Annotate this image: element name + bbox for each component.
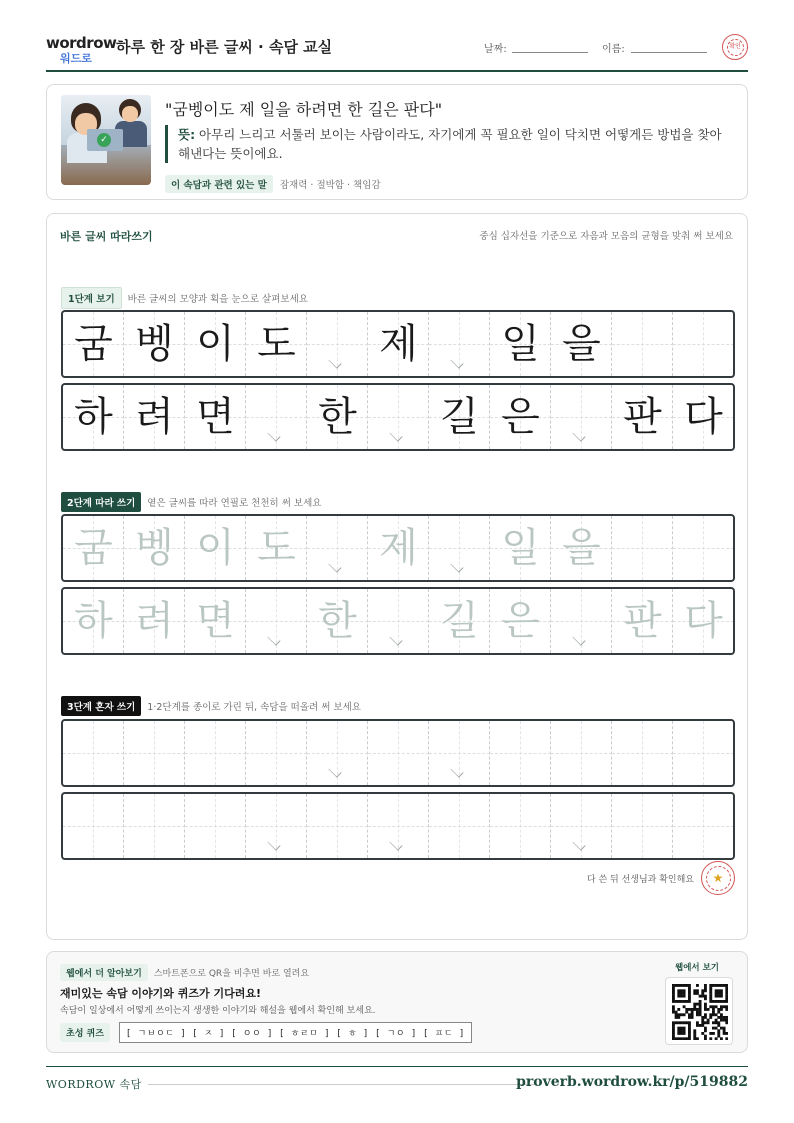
grid-cell[interactable] (307, 516, 368, 580)
date-label: 날짜: (484, 44, 507, 55)
footer-divider (46, 1066, 748, 1067)
confirm-seal-icon (722, 34, 748, 60)
grid-character: 하 (74, 394, 113, 440)
grid-character: 도 (257, 525, 296, 571)
grid-cell[interactable] (429, 794, 490, 858)
web-headline: 재미있는 속담 이야기와 퀴즈가 기다려요! (60, 987, 261, 1000)
grid-cell (185, 385, 246, 449)
grid-character: 다 (684, 394, 723, 440)
step-2-row-1[interactable] (61, 514, 735, 582)
grid-character: 이 (196, 321, 235, 367)
step-3-text: 1·2단계를 종이로 가린 뒤, 속담을 떠올려 써 보세요 (147, 702, 361, 713)
web-badge-row (60, 964, 309, 981)
grid-character: 굼 (74, 525, 113, 571)
proverb-illustration (61, 95, 151, 185)
grid-character: 은 (501, 394, 540, 440)
meaning-label: 뜻: (178, 127, 196, 142)
grid-cell[interactable] (63, 589, 124, 653)
grid-cell (490, 312, 551, 376)
space-mark-icon (450, 355, 463, 368)
grid-cell[interactable] (246, 516, 307, 580)
name-field[interactable] (631, 52, 707, 53)
star-seal-icon: ★ (701, 861, 735, 895)
grid-cell[interactable] (63, 794, 124, 858)
footer-url-link[interactable]: proverb.wordrow.kr/p/519882 (516, 1074, 748, 1090)
space-mark-icon (267, 837, 280, 850)
web-badge-note: 스마트폰으로 QR을 비추면 바로 열려요 (153, 969, 310, 979)
grid-cell[interactable] (429, 589, 490, 653)
grid-cell[interactable] (185, 721, 246, 785)
space-mark-icon (389, 428, 402, 441)
proverb-meaning (165, 125, 735, 163)
grid-cell[interactable] (612, 516, 673, 580)
grid-character: 을 (562, 321, 601, 367)
grid-character: 굼 (74, 321, 113, 367)
grid-cell[interactable] (612, 589, 673, 653)
grid-cell[interactable] (673, 794, 734, 858)
grid-cell[interactable] (368, 516, 429, 580)
related-words (165, 175, 381, 193)
grid-cell[interactable] (551, 589, 612, 653)
grid-cell (63, 312, 124, 376)
grid-cell (551, 312, 612, 376)
step-1-row-2 (61, 383, 735, 451)
grid-character: 제 (379, 321, 418, 367)
grid-cell[interactable] (429, 516, 490, 580)
grid-cell[interactable] (124, 721, 185, 785)
grid-cell[interactable] (246, 721, 307, 785)
practice-hint: 중심 십자선을 기준으로 자음과 모음의 균형을 맞춰 써 보세요 (479, 231, 733, 242)
space-mark-icon (267, 632, 280, 645)
grid-cell[interactable] (63, 721, 124, 785)
grid-cell (429, 312, 490, 376)
grid-character: 일 (501, 321, 540, 367)
page-header (46, 30, 748, 72)
step-2-header (61, 492, 321, 512)
grid-cell (246, 385, 307, 449)
grid-cell (612, 385, 673, 449)
proverb-card (46, 84, 748, 200)
grid-character: 일 (501, 525, 540, 571)
grid-cell[interactable] (612, 794, 673, 858)
grid-character: 판 (623, 394, 662, 440)
grid-character: 한 (318, 394, 357, 440)
grid-cell[interactable] (185, 794, 246, 858)
grid-character: 려 (135, 598, 174, 644)
grid-cell[interactable] (185, 589, 246, 653)
grid-cell (368, 312, 429, 376)
space-mark-icon (572, 428, 585, 441)
grid-character: 다 (684, 598, 723, 644)
space-mark-icon (572, 837, 585, 850)
grid-character: 을 (562, 525, 601, 571)
space-mark-icon (328, 355, 341, 368)
grid-cell (246, 312, 307, 376)
grid-cell[interactable] (551, 721, 612, 785)
grid-cell (124, 385, 185, 449)
footer-rule (148, 1084, 538, 1085)
footer-brand: WORDROW 속담 (46, 1078, 142, 1091)
step-1-badge: 1단계 보기 (61, 287, 122, 309)
logo-text: wordrow (46, 34, 117, 52)
grid-character: 길 (440, 394, 479, 440)
space-mark-icon (328, 764, 341, 777)
space-mark-icon (572, 632, 585, 645)
grid-cell[interactable] (246, 589, 307, 653)
grid-cell[interactable] (185, 516, 246, 580)
grid-character: 벵 (135, 321, 174, 367)
grid-character: 제 (379, 525, 418, 571)
grid-cell[interactable] (124, 516, 185, 580)
grid-cell (429, 385, 490, 449)
grid-cell[interactable] (490, 794, 551, 858)
space-mark-icon (450, 764, 463, 777)
space-mark-icon (389, 632, 402, 645)
grid-character: 판 (623, 598, 662, 644)
quiz-label: 초성 퀴즈 (60, 1023, 110, 1042)
grid-cell (307, 312, 368, 376)
grid-cell[interactable] (246, 794, 307, 858)
related-label: 이 속담과 관련 있는 말 (165, 175, 273, 193)
date-field[interactable] (512, 52, 588, 53)
web-card (46, 951, 748, 1053)
practice-title: 바른 글씨 따라쓰기 (60, 230, 153, 243)
grid-cell[interactable] (368, 589, 429, 653)
proverb-title: "굼벵이도 제 일을 하려면 한 길은 판다" (165, 100, 443, 119)
space-mark-icon (328, 559, 341, 572)
grid-cell[interactable] (63, 516, 124, 580)
grid-cell (673, 312, 734, 376)
qr-code-icon[interactable] (665, 977, 733, 1045)
space-mark-icon (267, 428, 280, 441)
grid-cell[interactable] (551, 794, 612, 858)
grid-cell[interactable] (490, 721, 551, 785)
grid-cell[interactable] (673, 589, 734, 653)
grid-cell[interactable] (124, 589, 185, 653)
step-2-row-2[interactable] (61, 587, 735, 655)
logo-sub-text: 워드로 (60, 52, 92, 65)
grid-cell[interactable] (307, 589, 368, 653)
grid-cell (673, 385, 734, 449)
space-mark-icon (450, 559, 463, 572)
grid-cell (612, 312, 673, 376)
confirm-text: 다 쓴 뒤 선생님과 확인해요 (586, 875, 694, 885)
grid-character: 이 (196, 525, 235, 571)
step-1-header (61, 287, 308, 309)
grid-cell (124, 312, 185, 376)
step-3-row-1[interactable] (61, 719, 735, 787)
grid-character: 도 (257, 321, 296, 367)
grid-cell[interactable] (368, 721, 429, 785)
grid-cell[interactable] (307, 721, 368, 785)
grid-cell (63, 385, 124, 449)
grid-cell[interactable] (124, 794, 185, 858)
grid-cell[interactable] (673, 721, 734, 785)
step-1-text: 바른 글씨의 모양과 획을 눈으로 살펴보세요 (127, 294, 308, 305)
grid-cell[interactable] (490, 516, 551, 580)
wordrow-logo[interactable] (46, 34, 117, 65)
grid-cell[interactable] (490, 589, 551, 653)
grid-character: 은 (501, 598, 540, 644)
grid-character: 려 (135, 394, 174, 440)
related-list: 잠재력 · 절박함 · 책임감 (279, 180, 381, 191)
grid-cell (490, 385, 551, 449)
seal-text: 확인 (729, 43, 741, 50)
grid-character: 하 (74, 598, 113, 644)
grid-character: 면 (196, 598, 235, 644)
quiz-answer-box[interactable]: [ ㄱㅂㅇㄷ ] [ ㅈ ] [ ㅇㅇ ] [ ㅎㄹㅁ ] [ ㅎ ] [ ㄱㅇ ] [ ㅍㄷ ] (119, 1022, 472, 1043)
step-2-text: 옅은 글씨를 따라 연필로 천천히 써 보세요 (147, 498, 322, 509)
chosung-quiz (60, 1022, 472, 1043)
grid-cell[interactable] (307, 794, 368, 858)
grid-cell[interactable] (368, 794, 429, 858)
grid-cell[interactable] (612, 721, 673, 785)
web-description: 속담이 일상에서 어떻게 쓰이는지 생생한 이야기와 해설을 웹에서 확인해 보세요. (60, 1006, 376, 1016)
practice-section (46, 213, 748, 940)
meaning-text: 아무리 느리고 서툴러 보이는 사람이라도, 자기에게 꼭 필요한 일이 닥치면 어떻게든 방법을 찾아 해낸다는 뜻이에요. (178, 127, 722, 161)
step-3-header (61, 696, 361, 716)
space-mark-icon (389, 837, 402, 850)
grid-cell (368, 385, 429, 449)
step-3-badge: 3단계 혼자 쓰기 (61, 696, 141, 716)
grid-cell[interactable] (429, 721, 490, 785)
grid-character: 길 (440, 598, 479, 644)
grid-character: 한 (318, 598, 357, 644)
qr-label: 웹에서 보기 (674, 963, 719, 973)
grid-cell (307, 385, 368, 449)
grid-cell (185, 312, 246, 376)
step-3-row-2[interactable] (61, 792, 735, 860)
page-title: 하루 한 장 바른 글씨 · 속담 교실 (116, 38, 333, 56)
grid-cell[interactable] (673, 516, 734, 580)
grid-cell (551, 385, 612, 449)
grid-character: 면 (196, 394, 235, 440)
grid-cell[interactable] (551, 516, 612, 580)
step-2-badge: 2단계 따라 쓰기 (61, 492, 141, 512)
step-1-row-1 (61, 310, 735, 378)
grid-character: 벵 (135, 525, 174, 571)
web-badge: 웹에서 더 알아보기 (60, 964, 148, 981)
check-icon: ✓ (97, 133, 111, 147)
name-label: 이름: (602, 44, 625, 55)
